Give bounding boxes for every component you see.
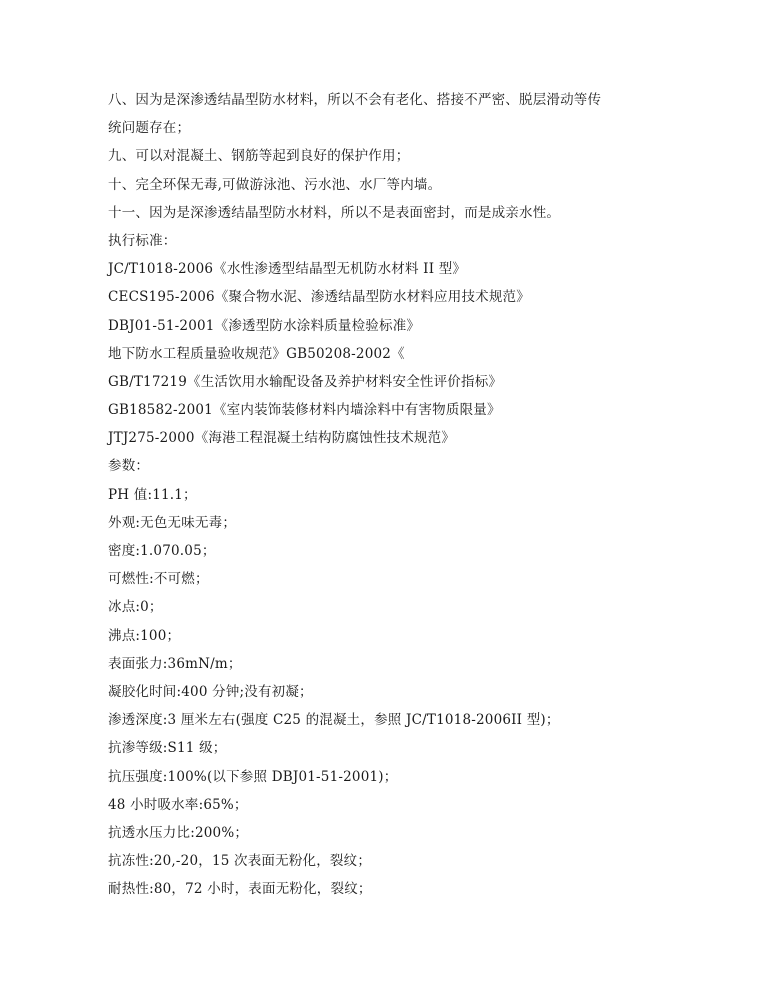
parameter-item: 抗冻性:20,-20，15 次表面无粉化，裂纹； (108, 853, 372, 870)
parameter-item: 渗透深度:3 厘米左右(强度 C25 的混凝土，参照 JC/T1018-2006II 型)； (108, 712, 560, 729)
parameter-item: PH 值:11.1； (108, 486, 197, 503)
document-body (108, 86, 728, 903)
text-line: 十、完全环保无毒,可做游泳池、污水池、水厂等内墙。 (108, 176, 442, 193)
text-line: 九、可以对混凝土、钢筋等起到良好的保护作用； (108, 148, 410, 165)
standard-item: GB/T17219《生活饮用水输配设备及养护材料安全性评价指标》 (108, 373, 503, 390)
standard-item: CECS195-2006《聚合物水泥、渗透结晶型防水材料应用技术规范》 (108, 289, 530, 306)
parameter-item: 耐热性:80，72 小时，表面无粉化，裂纹； (108, 881, 372, 898)
parameter-item: 冰点:0； (108, 599, 163, 616)
parameter-item: 表面张力:36mN/m； (108, 655, 242, 672)
standard-item: DBJ01-51-2001《渗透型防水涂料质量检验标准》 (108, 317, 421, 334)
parameter-item: 抗渗等级:S11 级； (108, 740, 227, 757)
standard-item: JC/T1018-2006《水性渗透型结晶型无机防水材料 II 型》 (108, 261, 467, 278)
parameter-item: 凝胶化时间:400 分钟;没有初凝； (108, 683, 313, 700)
parameter-item: 48 小时吸水率:65%； (108, 796, 248, 813)
parameter-item: 抗透水压力比:200%； (108, 824, 249, 841)
parameter-item: 可燃性:不可燃； (108, 571, 209, 588)
text-line: 统问题存在； (108, 120, 191, 137)
text-line: 八、因为是深渗透结晶型防水材料，所以不会有老化、搭接不严密、脱层滑动等传 (108, 92, 602, 108)
standard-item: JTJ275-2000《海港工程混凝土结构防腐蚀性技术规范》 (108, 430, 456, 447)
parameter-item: 密度:1.070.05； (108, 543, 216, 559)
parameter-item: 抗压强度:100%(以下参照 DBJ01-51-2001)； (108, 768, 398, 785)
parameter-item: 沸点:100； (108, 627, 181, 644)
standard-item: 地下防水工程质量验收规范》GB50208-2002《 (108, 345, 405, 362)
parameter-item: 外观:无色无味无毒； (108, 514, 237, 531)
section-heading: 执行标准： (108, 232, 177, 249)
standard-item: GB18582-2001《室内装饰装修材料内墙涂料中有害物质限量》 (108, 402, 501, 419)
text-line: 十一、因为是深渗透结晶型防水材料，所以不是表面密封，而是成亲水性。 (108, 204, 561, 221)
section-heading: 参数： (108, 458, 150, 475)
